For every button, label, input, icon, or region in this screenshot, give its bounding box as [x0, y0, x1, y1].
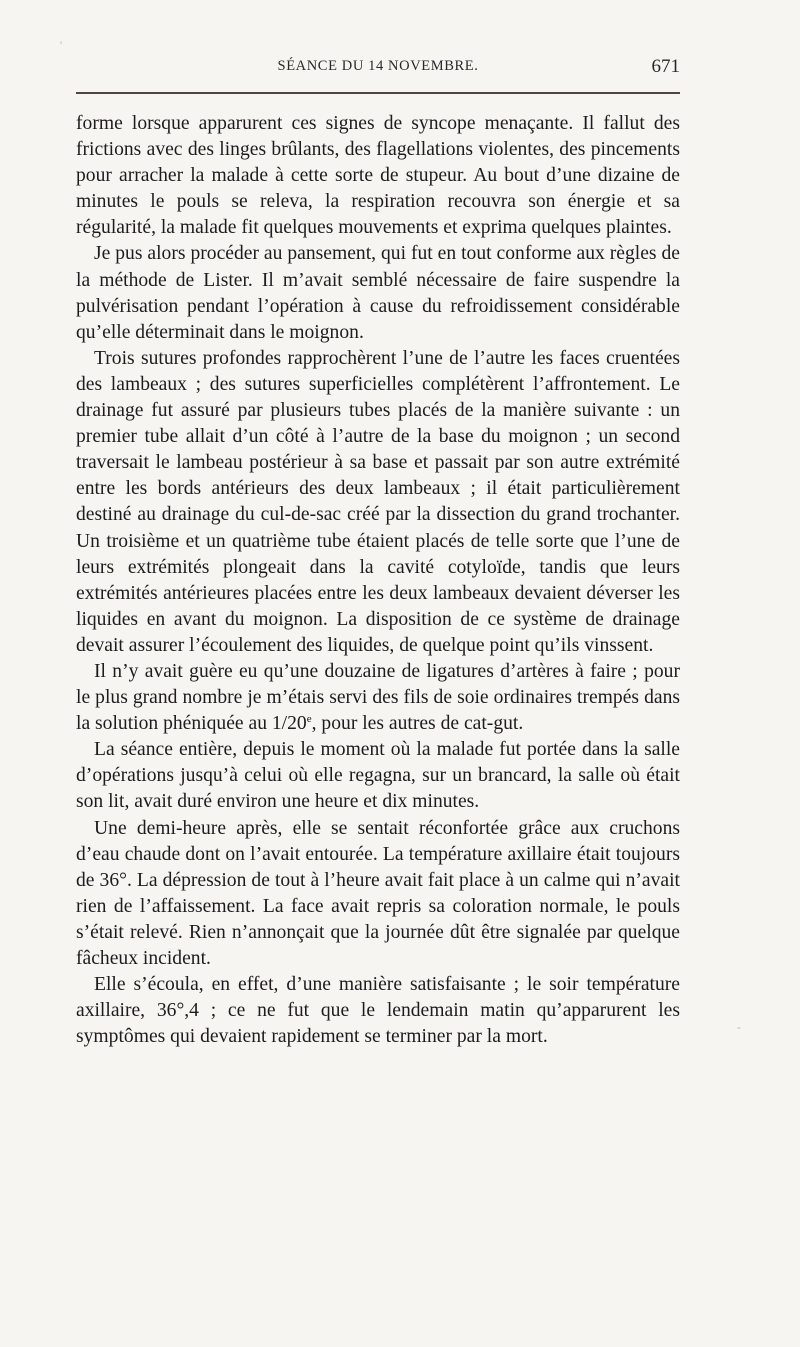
paragraph-7: Elle s’écoula, en effet, d’une manière satisfaisante ; le soir température axillaire, 36°,4 ; ce ne fut que le lendemain matin qu’apparurent les symptômes qui devaient rapidement se terminer par la mort. [76, 974, 680, 1048]
running-title: SÉANCE DU 14 NOVEMBRE. [277, 58, 479, 74]
paragraph-4 [76, 659, 680, 737]
paragraph-4-text: Il n’y avait guère eu qu’une douzaine de ligatures d’artères à faire ; pour le plus grand nombre je m’étais servi des fils de soie ordinaires trempés dans la solution phéniquée au 1/20 [76, 660, 680, 735]
paragraph-2: Je pus alors procéder au pansement, qui fut en tout conforme aux règles de la méthode de Lister. Il m’avait semblé nécessaire de faire suspendre la pulvérisation pendant l’opération à cause du refroidissement considérable qu’elle déterminait dans le moignon. [76, 243, 680, 343]
margin-speck: ' [60, 38, 63, 52]
paragraph-3: Trois sutures profondes rapprochèrent l’une de l’autre les faces cruentées des lambeaux ; des sutures superficielles complétèrent l’affrontement. Le drainage fut assuré par plusieurs tubes placés de la manière suivante : un premier tube allait d’un côté à l’autre de la base du moignon ; un second traversait le lambeau postérieur à sa base et passait par son autre extrémité entre les bords antérieurs des deux lambeaux ; il était particulièrement destiné au drainage du cul-de-sac créé par la dissection du grand trochanter. Un troisième et un quatrième tube étaient placés de telle sorte que l’une de leurs extrémités plongeait dans la cavité cotyloïde, tandis que leurs extrémités antérieures placées entre les deux lambeaux devaient déverser les liquides en avant du moignon. La disposition de ce système de drainage devait assurer l’écoulement des liquides, de quelque point qu’ils vinssent. [76, 347, 680, 656]
paragraph-4-superscript: e [306, 713, 312, 726]
page-number: 671 [651, 56, 680, 77]
running-head [76, 58, 680, 82]
paragraph-1: forme lorsque apparurent ces signes de syncope menaçante. Il fallut des frictions avec des linges brûlants, des flagellations violentes, des pincements pour arracher la malade à cette sorte de stupeur. Au bout d’une dizaine de minutes le pouls se releva, la respiration recouvra son énergie et sa régularité, la malade fit quelques mouvements et exprima quelques plaintes. [76, 113, 680, 239]
paragraph-4-text-end: , pour les autres de cat-gut. [311, 713, 524, 735]
header-rule [76, 92, 680, 94]
body-text [76, 111, 680, 1050]
paragraph-5: La séance entière, depuis le moment où la malade fut portée dans la salle d’opérations jusqu’à celui où elle regagna, sur un brancard, la salle où était son lit, avait duré environ une heure et dix minutes. [76, 739, 680, 813]
margin-speck: - [737, 1020, 741, 1034]
paragraph-6: Une demi-heure après, elle se sentait réconfortée grâce aux cruchons d’eau chaude dont on l’avait entourée. La température axillaire était toujours de 36°. La dépression de tout à l’heure avait fait place à un calme qui n’avait rien de l’affaissement. La face avait repris sa coloration normale, le pouls s’était relevé. Rien n’annonçait que la journée dût être signalée par quelque fâcheux incident. [76, 817, 680, 969]
